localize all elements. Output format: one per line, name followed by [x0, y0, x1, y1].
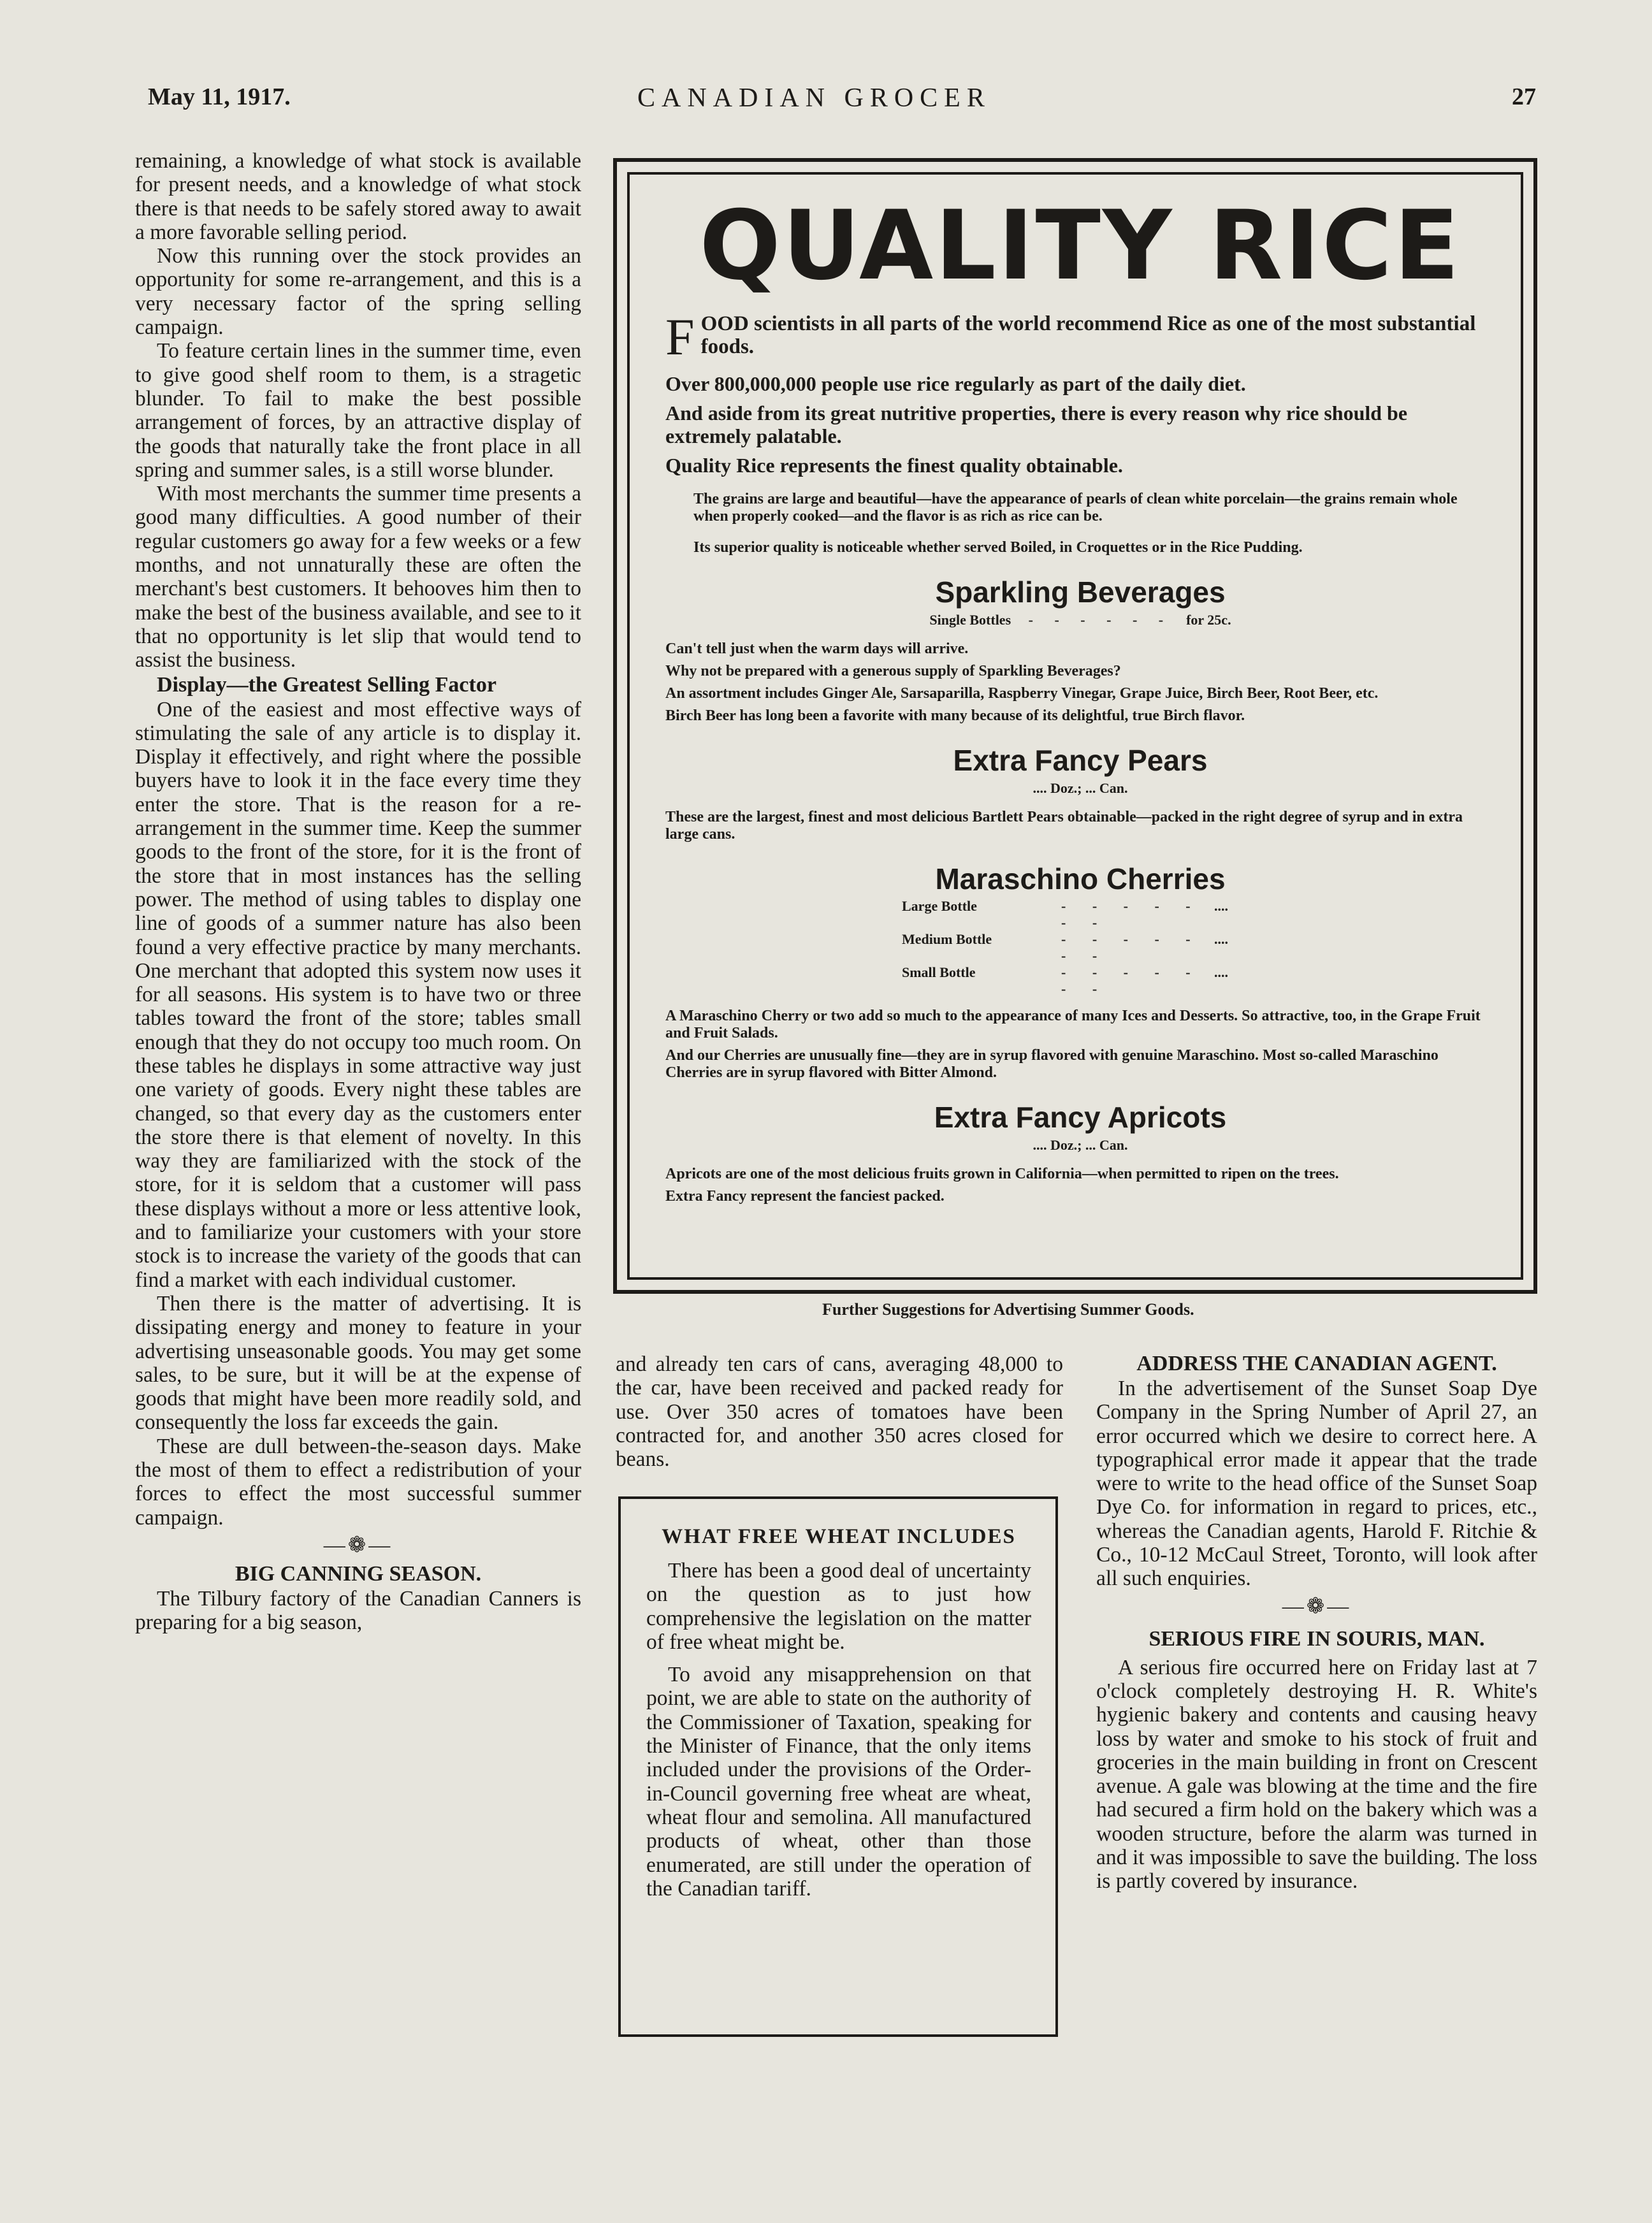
price-row: [902, 964, 1259, 997]
price-row: [902, 931, 1259, 964]
right-column: [1096, 1351, 1537, 1894]
price-dashes: - - - - - -: [1028, 612, 1173, 628]
ornament-divider-icon: —❁—: [1282, 1594, 1352, 1618]
free-wheat-box: [618, 1496, 1058, 2037]
middle-column: [616, 1352, 1063, 1471]
ad-small-text: Its superior quality is noticeable whether served Boiled, in Croquettes or in the Rice Pudding.: [693, 539, 1303, 556]
ad-small-text: The grains are large and beautiful—have the appearance of pearls of clean white porcelain—the grains remain whole when properly cooked—and the flavor is as rich as rice can be.: [693, 491, 1458, 525]
paragraph: To avoid any misapprehension on that point, we are able to state on the authority of the Commissioner of Taxation, speaking for the Minister of Finance, that the only items included under the provisions of the Order-in-Council governing free wheat are wheat, wheat flour and semolina. All manufactured products of wheat, other than those enumerated, are still under the operation of the Canadian tariff.: [646, 1663, 1031, 1901]
ad-lead-text: OOD scientists in all parts of the world recommend Rice as one of the most substantial foods.: [700, 312, 1476, 358]
cherry-price-list: [902, 898, 1259, 997]
ad-small-text: Why not be prepared with a generous supply of Sparkling Beverages?: [665, 663, 1121, 679]
ornament-divider-icon: —❁—: [323, 1533, 393, 1557]
ad-small-text: A Maraschino Cherry or two add so much to the appearance of many Ices and Desserts. So attractive, too, in the Grape Fruit and Fruit Salads.: [665, 1008, 1481, 1041]
price-row-price: ....: [1214, 898, 1228, 914]
article-heading: ADDRESS THE CANADIAN AGENT.: [1136, 1352, 1497, 1375]
page-number: 27: [1512, 83, 1536, 110]
price-row-dashes: - - - - - - -: [1061, 931, 1202, 964]
ad-small-text: Birch Beer has long been a favorite with many because of its delightful, true Birch flavor.: [665, 707, 1245, 724]
paragraph: Now this running over the stock provides an opportunity for some re-arrangement, and this is a very necessary factor of the spring selling campaign.: [135, 244, 581, 340]
ad-content: [665, 162, 1495, 1205]
price-value: for 25c.: [1186, 612, 1231, 628]
ad-small-text: Extra Fancy represent the fanciest packed.: [665, 1188, 945, 1205]
paragraph: In the advertisement of the Sunset Soap Dye Company in the Spring Number of April 27, an error occurred which we desire to correct here. A typographical error made it appear that the trade were to write to the head office of the Sunset Soap Dye Co. for information in regard to prices, etc., whereas the Canadian agents, Harold F. Ritchie & Co., 10-12 McCaul Street, Toronto, will look after all such enquiries.: [1096, 1377, 1537, 1591]
ad-small-text: And our Cherries are unusually fine—they are in syrup flavored with genuine Maraschino. Most so-called Maraschino Cherries are in syrup flavored with Bitter Almond.: [665, 1047, 1438, 1081]
issue-date: May 11, 1917.: [148, 83, 291, 110]
paragraph: The Tilbury factory of the Canadian Canners is preparing for a big season,: [135, 1586, 581, 1635]
left-column: [135, 149, 581, 1635]
beverages-heading: Sparkling Beverages: [935, 576, 1226, 609]
section-heading: Display—the Greatest Selling Factor: [157, 672, 496, 697]
price-row-price: ....: [1214, 931, 1228, 947]
publication-title: CANADIAN GROCER: [637, 83, 991, 113]
paragraph: A serious fire occurred here on Friday last at 7 o'clock completely destroying H. R. White's hygienic bakery and contents and causing heavy loss by water and smoke to his stock of fruit and groceries in the main building in front on Crescent avenue. A gale was blowing at the time and the fire had secured a firm hold on the bakery which was a wooden structure, before the alarm was turned in and it was impossible to save the building. The loss is partly covered by insurance.: [1096, 1655, 1537, 1894]
ad-title: QUALITY RICE: [699, 191, 1461, 301]
ad-small-text: Can't tell just when the warm days will arrive.: [665, 641, 969, 657]
pears-heading: Extra Fancy Pears: [953, 744, 1208, 777]
article-heading: WHAT FREE WHEAT INCLUDES: [662, 1525, 1016, 1548]
ad-small-text: These are the largest, finest and most delicious Bartlett Pears obtainable—packed in the right degree of syrup and in extra large cans.: [665, 809, 1463, 843]
paragraph: remaining, a knowledge of what stock is available for present needs, and a knowledge of what stock there is that needs to be safely stored away to await a more favorable selling period.: [135, 149, 581, 244]
price-row-name: Medium Bottle: [902, 931, 992, 947]
apricots-heading: Extra Fancy Apricots: [934, 1101, 1227, 1134]
price-row: [902, 898, 1259, 931]
drop-cap: F: [665, 308, 695, 366]
article-heading: BIG CANNING SEASON.: [235, 1561, 482, 1586]
price-row-dashes: - - - - - - -: [1061, 898, 1202, 930]
paragraph: and already ten cars of cans, averaging 48,000 to the car, have been received and packed ready for use. Over 350 acres of tomatoes have been contracted for, and another 350 acres closed for beans.: [616, 1352, 1063, 1472]
ad-lead: [665, 308, 1495, 366]
pears-price-line: .... Doz.; ... Can.: [1032, 780, 1128, 796]
paragraph: Then there is the matter of advertising. It is dissipating energy and money to feature in your advertising unseasonable goods. You may get some sales, to be sure, but it will be at the expense of goods that might have been more readily sold, and consequently the loss far exceeds the gain.: [135, 1291, 581, 1435]
paragraph: These are dull between-the-season days. Make the most of them to effect a redistribution of your forces to effect the most successful summer campaign.: [135, 1434, 581, 1530]
ad-small-text: Apricots are one of the most delicious fruits grown in California—when permitted to ripen on the trees.: [665, 1166, 1339, 1182]
ad-small-text: An assortment includes Ginger Ale, Sarsaparilla, Raspberry Vinegar, Grape Juice, Birch Beer, Root Beer, etc.: [665, 685, 1379, 702]
price-row-name: Small Bottle: [902, 964, 976, 980]
ad-caption: Further Suggestions for Advertising Summer Goods.: [822, 1300, 1194, 1319]
paragraph: There has been a good deal of uncertainty on the question as to just how comprehensive the legislation on the matter of free wheat might be.: [646, 1559, 1031, 1654]
price-row-price: ....: [1214, 964, 1228, 980]
apricots-price-line: .... Doz.; ... Can.: [1032, 1137, 1128, 1153]
paragraph: One of the easiest and most effective ways of stimulating the sale of any article is to display it. Display it effectively, and right where the possible buyers have to look it in the face every time they enter the store. That is the reason for a re-arrangement in the summer time. Keep the summer goods to the front of the store, for it is the front of the store that in most instances has the selling power. The method of using tables to display one line of goods of a summer nature has also been found a very effective practice by many merchants. One merchant that adopted this system now uses it for all seasons. His system is to have two or three tables toward the front of the store; tables small enough that they do not occupy too much room. On these tables he displays in some attractive way just one variety of goods. Every night these tables are changed, so that every day as the customers enter the store there is that element of novelty. In this way they are familiarized with the stock of the store, for it is seldom that a customer will pass these displays without a more or less attentive look, and to familiarize your customers with your store stock is to increase the variety of the goods that can find a market with each individual customer.: [135, 697, 581, 1292]
quality-rice-advertisement: [613, 158, 1537, 1294]
price-row-name: Large Bottle: [902, 898, 977, 914]
ad-paragraph: And aside from its great nutritive properties, there is every reason why rice should be extremely palatable.: [665, 402, 1408, 447]
cherries-heading: Maraschino Cherries: [935, 862, 1226, 895]
paragraph: To feature certain lines in the summer time, even to give good shelf room to them, is a stragetic blunder. To fail to make the best possible arrangement of forces, by an attractive display of the goods that naturally take the front place in all spring and summer sales, is a still worse blunder.: [135, 339, 581, 482]
price-row-dashes: - - - - - - -: [1061, 964, 1202, 997]
free-wheat-content: [646, 1524, 1031, 1909]
article-heading: SERIOUS FIRE IN SOURIS, MAN.: [1148, 1626, 1485, 1651]
ad-paragraph: Quality Rice represents the finest quality obtainable.: [665, 454, 1123, 477]
price-label: Single Bottles: [929, 612, 1011, 628]
beverages-price-line: [665, 611, 1495, 629]
ad-paragraph: Over 800,000,000 people use rice regularly as part of the daily diet.: [665, 372, 1246, 395]
paragraph: With most merchants the summer time presents a good many difficulties. A good number of their regular customers go away for a few weeks or a few months, and not unnaturally these are often the merchant's best customers. It behooves him then to make the best of the business available, and see to it that no opportunity is let slip that would tend to assist the business.: [135, 482, 581, 672]
